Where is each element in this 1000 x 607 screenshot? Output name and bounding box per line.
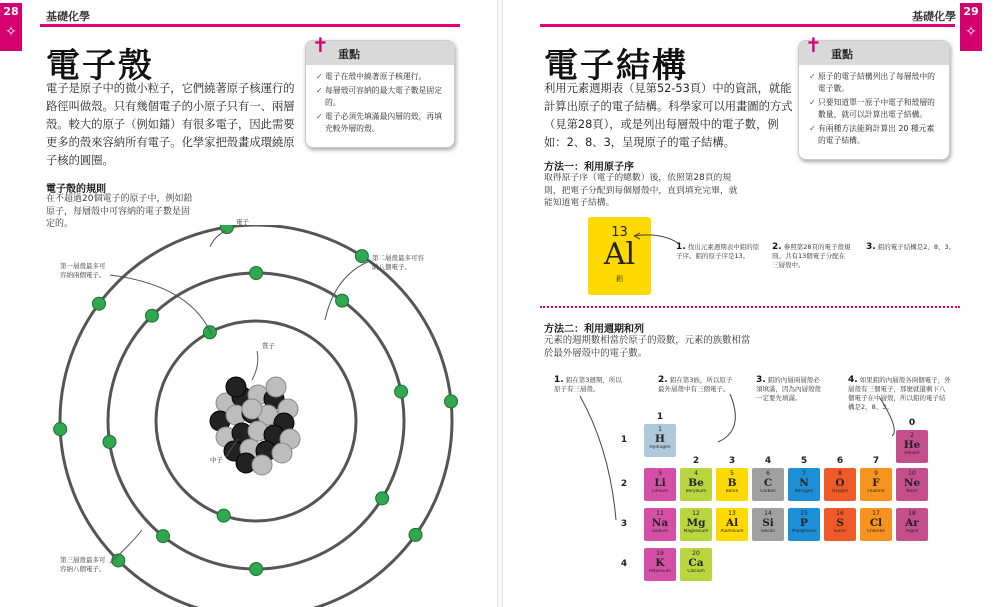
- method1-heading: 方法一：利用原子序: [544, 162, 634, 173]
- section-divider: [540, 306, 960, 308]
- electron: [250, 562, 263, 575]
- intro-line: 電子是原子中的微小粒子，它們繞著原子核運行的: [46, 82, 295, 95]
- electron: [355, 250, 368, 263]
- page-number-badge: [960, 3, 982, 51]
- element-tile-ca: [680, 548, 712, 581]
- element-tile-p: [788, 508, 820, 541]
- key-point: ✓ 原子的電子結構列出了每層殼中的電子數。: [809, 71, 941, 95]
- nucleus: [210, 377, 300, 475]
- element-number: 17: [872, 510, 880, 517]
- element-name: Fluorine: [867, 489, 885, 494]
- step-text: 一定要先填滿。: [756, 394, 802, 402]
- step-number: 1.: [554, 375, 564, 385]
- group-number: 4: [764, 456, 772, 466]
- step-number: 2.: [658, 375, 668, 385]
- element-symbol: Cl: [869, 517, 883, 529]
- step-text: 原子有三層殼。: [554, 385, 600, 393]
- header-rule: [40, 24, 460, 27]
- shell1-label: [60, 262, 106, 280]
- method1-text: [544, 172, 774, 210]
- element-tile-f: [860, 468, 892, 501]
- page-title: 電子殼: [46, 46, 154, 86]
- element-number: 10: [908, 470, 916, 477]
- step-text: 構是2、8、3。: [848, 403, 893, 411]
- rules-line: 定的。: [46, 219, 74, 229]
- method2-heading: 方法二：利用週期和列: [544, 324, 644, 335]
- step-text: 找出元素週期表中鋁的原: [687, 243, 760, 251]
- dna-icon: ✧: [5, 24, 17, 40]
- shell2-label-line: 納八個電子。: [372, 263, 411, 271]
- arrow-icon: [630, 228, 680, 248]
- pushpin-icon: ✝: [805, 33, 822, 57]
- key-points-box: [798, 33, 950, 160]
- group-number: 0: [908, 418, 916, 428]
- key-point: ✓ 每層殼可容納的最大電子數是固定的。: [316, 85, 446, 109]
- element-name: Oxygen: [831, 489, 849, 494]
- intro-line: 利用元素週期表（見第52-53頁）中的資訊，就能: [544, 82, 792, 95]
- element-tile-c: [752, 468, 784, 501]
- element-tile-ar: [896, 508, 928, 541]
- element-symbol: P: [800, 517, 808, 529]
- element-name: Sulfur: [833, 529, 847, 534]
- element-tile-li: [644, 468, 676, 501]
- element-number: 7: [802, 470, 806, 477]
- electron: [203, 326, 216, 339]
- element-symbol: B: [727, 477, 737, 489]
- element-tile-o: [824, 468, 856, 501]
- element-number: 5: [730, 470, 734, 477]
- page-number-badge: [0, 3, 22, 51]
- step-text: 鋁在第3族，所以原子: [669, 376, 733, 384]
- proton: [266, 377, 286, 397]
- element-symbol: C: [763, 477, 773, 489]
- element-number: 14: [764, 510, 772, 517]
- element-name: Hydrogen: [649, 445, 671, 450]
- element-symbol: Si: [762, 517, 774, 529]
- method2-line: 元素的週期數相當於原子的殼數，元素的族數相當: [544, 335, 751, 346]
- electron: [217, 509, 230, 522]
- method1-line: 取得原子序（電子的總數）後，依照第28頁的規: [544, 173, 732, 183]
- electron: [376, 492, 389, 505]
- group-number: 2: [692, 456, 700, 466]
- proton: [242, 399, 262, 419]
- element-number: 13: [728, 510, 736, 517]
- intro-line: 如：2、8、3，呈現原子的電子結構。: [544, 136, 736, 149]
- element-number: 8: [838, 470, 842, 477]
- electron: [92, 297, 105, 310]
- intro-line: 殼。較大的原子（例如鐳）有很多電子，因此需要: [46, 118, 295, 131]
- intro-line: 計算出原子的電子結構。科學家可以用畫圖的方式: [544, 100, 793, 113]
- element-name: Magnesium: [683, 529, 709, 534]
- element-number: 9: [874, 470, 878, 477]
- proton: [252, 455, 272, 475]
- element-tile-n: [788, 468, 820, 501]
- electron: [395, 385, 408, 398]
- method1-line: 則，把電子分配到每個層殼中，直到填充完畢，就: [544, 185, 738, 196]
- element-name: Argon: [905, 529, 919, 534]
- step-text: 如果鋁的內層殼各兩個電子，外: [859, 376, 951, 384]
- element-tile-al: [716, 508, 748, 541]
- element-symbol: Li: [654, 477, 666, 489]
- element-tile-k: [644, 548, 676, 581]
- element-symbol: Ca: [688, 557, 704, 569]
- element-symbol: Ar: [905, 517, 919, 529]
- element-name: Phosphorus: [791, 529, 817, 534]
- element-symbol: Be: [688, 477, 704, 489]
- element-name: Beryllium: [685, 489, 707, 494]
- step-text: 層殼有三個電子，那麼就還剩下八: [848, 385, 946, 393]
- proton-label: 質子: [262, 342, 275, 350]
- running-head: 基礎化學: [46, 10, 90, 23]
- key-points-title: 重點: [338, 48, 360, 61]
- method1-line: 能知道電子結構。: [544, 198, 615, 208]
- element-symbol: Al: [725, 517, 739, 529]
- dna-icon: ✧: [965, 24, 977, 40]
- element-tile-mg: [680, 508, 712, 541]
- electron: [336, 294, 349, 307]
- element-name: Chlorine: [867, 529, 885, 534]
- step-text: 子序。鋁的原子序是13。: [676, 252, 750, 260]
- element-name: Aluminium: [720, 529, 744, 534]
- pushpin-icon: ✝: [312, 33, 329, 57]
- page-number: 28: [3, 5, 19, 18]
- element-tile-b: [716, 468, 748, 501]
- step-text: 則。共有13個電子分配在: [772, 252, 846, 260]
- step-text: 個電子在中層殼，所以鋁的電子結: [848, 394, 946, 402]
- shell3-label: [60, 556, 106, 574]
- element-number: 11: [656, 510, 664, 517]
- element-symbol: Al: [603, 237, 636, 272]
- shell2-label: [372, 254, 424, 272]
- element-name: 鋁: [616, 275, 623, 283]
- key-point: ✓ 只要知道單一原子中電子和殼層的數量，就可以計算出電子結構。: [809, 97, 941, 121]
- intro-line: 子核的圓圈。: [46, 154, 114, 167]
- key-points-title: 重點: [831, 48, 853, 61]
- element-number: 20: [692, 550, 700, 557]
- rules-heading: 電子殼的規則: [46, 184, 106, 195]
- step-number: 2.: [772, 242, 782, 252]
- element-tile-si: [752, 508, 784, 541]
- intro-text: [46, 80, 296, 170]
- element-name: Neon: [906, 489, 918, 494]
- period-number: 2: [620, 479, 628, 489]
- method2-text: [544, 334, 804, 360]
- element-tile-na: [644, 508, 676, 541]
- group-number: 1: [656, 412, 664, 422]
- page-title: 電子結構: [544, 46, 688, 86]
- rules-line: 原子，每層殼中可容納的電子數是固: [46, 206, 191, 217]
- element-number: 6: [766, 470, 770, 477]
- key-points-header: [306, 33, 454, 65]
- step-number: 3.: [866, 242, 876, 252]
- element-number: 18: [908, 510, 916, 517]
- element-name: Helium: [904, 451, 920, 456]
- element-name: Calcium: [687, 569, 705, 574]
- group-number: 6: [836, 456, 844, 466]
- electron-label: 電子: [236, 218, 249, 226]
- step-text: 鋁的電子結構是2、8、3。: [877, 243, 956, 251]
- step-text: 鋁的內層兩層殼必: [767, 376, 820, 384]
- step-text: 最外層殼中有三個電子。: [658, 385, 730, 393]
- element-name: Nitrogen: [794, 489, 814, 494]
- neutron: [226, 377, 246, 397]
- element-tile-cl: [860, 508, 892, 541]
- element-number: 13: [611, 225, 628, 240]
- intro-line: 更多的殼來容納所有電子。化學家把殼畫成環繞原: [46, 136, 295, 149]
- key-points-box: [305, 33, 455, 148]
- element-symbol: He: [903, 439, 921, 451]
- shell1-label-line: 容納兩個電子。: [60, 271, 106, 279]
- key-points-list: [799, 65, 949, 153]
- key-point: ✓ 有兩種方法能夠計算出 20 種元素的電子結構。: [809, 123, 941, 147]
- electron: [157, 530, 170, 543]
- period-number: 1: [620, 435, 628, 445]
- element-symbol: Na: [651, 517, 669, 529]
- element-symbol: O: [835, 477, 845, 489]
- method1-step-2: [772, 243, 862, 270]
- header-rule: [540, 24, 955, 27]
- element-symbol: K: [655, 557, 665, 569]
- element-tile-s: [824, 508, 856, 541]
- element-number: 12: [692, 510, 700, 517]
- element-name: Lithium: [651, 489, 669, 494]
- shell3-label-line: 第三層殼最多可: [60, 556, 106, 564]
- page-number: 29: [963, 5, 979, 18]
- element-symbol: F: [872, 477, 880, 489]
- intro-text: [544, 80, 794, 152]
- shell2-label-line: 第二層殼最多可容: [372, 254, 424, 262]
- electron-shell-diagram: [0, 225, 497, 607]
- element-name: Boron: [725, 489, 739, 494]
- electron: [145, 309, 158, 322]
- right-page: [500, 0, 1000, 607]
- element-number: 3: [658, 470, 662, 477]
- electron: [54, 423, 67, 436]
- element-tile-h: [644, 424, 676, 457]
- element-number: 1: [658, 426, 662, 433]
- element-number: 4: [694, 470, 698, 477]
- rules-line: 在不超過20個電子的原子中，例如鉛: [46, 194, 193, 204]
- key-point: ✓ 電子在殼中繞著原子核運行。: [316, 71, 446, 83]
- running-head: 基礎化學: [912, 10, 956, 23]
- intro-line: 路徑叫做殼。只有幾個電子的小原子只有一、兩層: [46, 100, 295, 113]
- element-name: Sodium: [651, 529, 669, 534]
- electron: [409, 528, 422, 541]
- element-symbol: N: [799, 477, 809, 489]
- step-number: 1.: [676, 242, 686, 252]
- element-symbol: Mg: [686, 517, 706, 529]
- element-symbol: Ne: [903, 477, 921, 489]
- step-number: 3.: [756, 375, 766, 385]
- key-point: ✓ 電子必須先填滿最內層的殼，再填充較外層的殼。: [316, 111, 446, 135]
- group-number: 3: [728, 456, 736, 466]
- method1-step-1: [676, 243, 771, 261]
- step-number: 4.: [848, 375, 858, 385]
- element-tile-be: [680, 468, 712, 501]
- neutron-label: 中子: [210, 456, 223, 464]
- step-text: 鋁在第3週期，所以: [565, 376, 622, 384]
- electron: [445, 395, 458, 408]
- step-text: 三層殼中。: [772, 261, 805, 269]
- element-name: Potassium: [649, 569, 671, 574]
- step-text: 須填滿，因為內層殼殼: [756, 385, 821, 393]
- element-number: 19: [656, 550, 664, 557]
- key-points-list: [306, 65, 454, 141]
- element-symbol: H: [655, 433, 665, 445]
- element-symbol: S: [836, 517, 844, 529]
- period-number: 3: [620, 519, 628, 529]
- electron: [250, 267, 263, 280]
- method1-step-3: [866, 243, 958, 252]
- group-number: 7: [872, 456, 880, 466]
- electron: [103, 435, 116, 448]
- period-number: 4: [620, 559, 628, 569]
- proton: [272, 443, 292, 463]
- element-number: 2: [910, 432, 914, 439]
- shell1-label-line: 第一層殼最多可: [60, 262, 106, 270]
- method2-line: 於最外層殼中的電子數。: [544, 348, 648, 359]
- element-number: 15: [800, 510, 808, 517]
- element-tile-ne: [896, 468, 928, 501]
- key-points-header: [799, 33, 949, 65]
- element-number: 16: [836, 510, 844, 517]
- step-text: 參照第28頁的電子殼規: [783, 243, 851, 251]
- shell3-label-line: 容納八個電子。: [60, 565, 106, 573]
- element-name: Silicon: [760, 529, 776, 534]
- group-number: 5: [800, 456, 808, 466]
- element-name: Carbon: [760, 489, 776, 494]
- intro-line: （見第28頁），或是列出每層殼中的電子數，例: [544, 118, 779, 131]
- element-tile-he: [896, 430, 928, 463]
